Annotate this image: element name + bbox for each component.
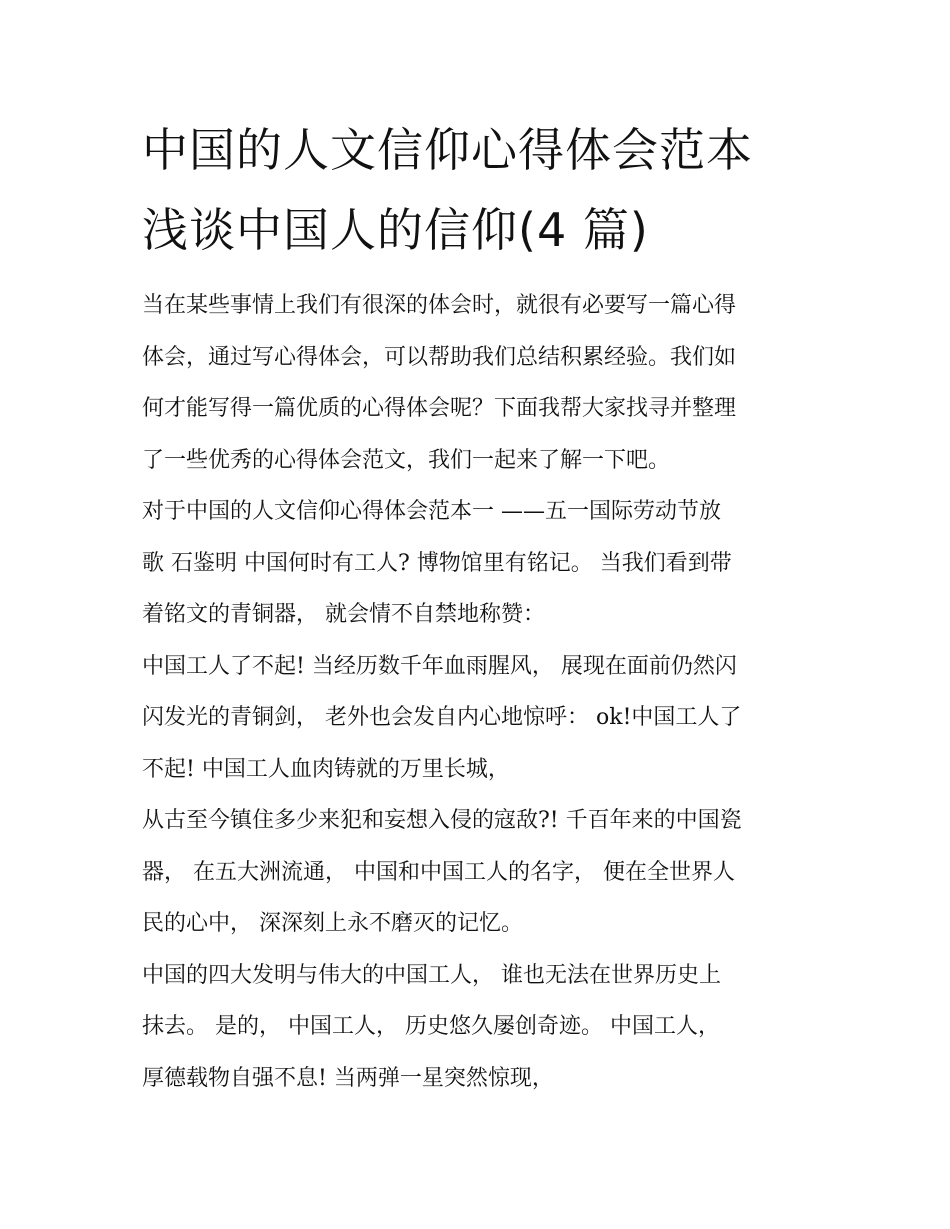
document-body (142, 110, 814, 1104)
text-line: 闪发光的青铜剑， 老外也会发自内心地惊呼： ok!中国工人了 (142, 705, 742, 730)
text-line: 了一些优秀的心得体会范文，我们一起来了解一下吧。 (142, 447, 671, 473)
document-title (142, 110, 814, 270)
text-line: 着铭文的青铜器， 就会情不自禁地称赞： (142, 602, 545, 627)
text-line: 何才能写得一篇优质的心得体会呢？下面我帮大家找寻并整理 (142, 396, 737, 421)
text-line: 歌 石鉴明 中国何时有工人? 博物馆里有铭记。 当我们看到带 (142, 550, 732, 576)
text-line: 从古至今镇住多少来犯和妄想入侵的寇敌?! 千百年来的中国瓷 (142, 808, 742, 833)
text-line: 器， 在五大洲流通， 中国和中国工人的名字， 便在全世界人 (142, 859, 735, 885)
text-line: 中国工人了不起! 当经历数千年血雨腥风， 展现在面前仍然闪 (142, 653, 737, 679)
text-line: 抹去。 是的， 中国工人， 历史悠久屡创奇迹。 中国工人， (142, 1014, 720, 1039)
title-line: 中国的人文信仰心得体会范本 (142, 123, 753, 177)
text-line: 不起! 中国工人血肉铸就的万里长城， (142, 756, 510, 782)
body-paragraph (142, 641, 814, 796)
intro-paragraph (142, 280, 814, 486)
title-line: 浅谈中国人的信仰(4 篇) (142, 203, 649, 257)
body-paragraph (142, 795, 814, 950)
body-paragraph (142, 486, 814, 641)
text-line: 对于中国的人文信仰心得体会范本一 ——五一国际劳动节放 (142, 499, 721, 524)
text-line: 民的心中， 深深刻上永不磨灭的记忆。 (142, 911, 523, 936)
text-line: 中国的四大发明与伟大的中国工人， 谁也无法在世界历史上 (142, 962, 721, 988)
text-line: 体会，通过写心得体会，可以帮助我们总结积累经验。我们如 (142, 344, 737, 370)
text-line: 厚德载物自强不息! 当两弹一星突然惊现， (142, 1065, 554, 1091)
text-line: 当在某些事情上我们有很深的体会时，就很有必要写一篇心得 (142, 293, 737, 318)
body-paragraph (142, 950, 814, 1105)
